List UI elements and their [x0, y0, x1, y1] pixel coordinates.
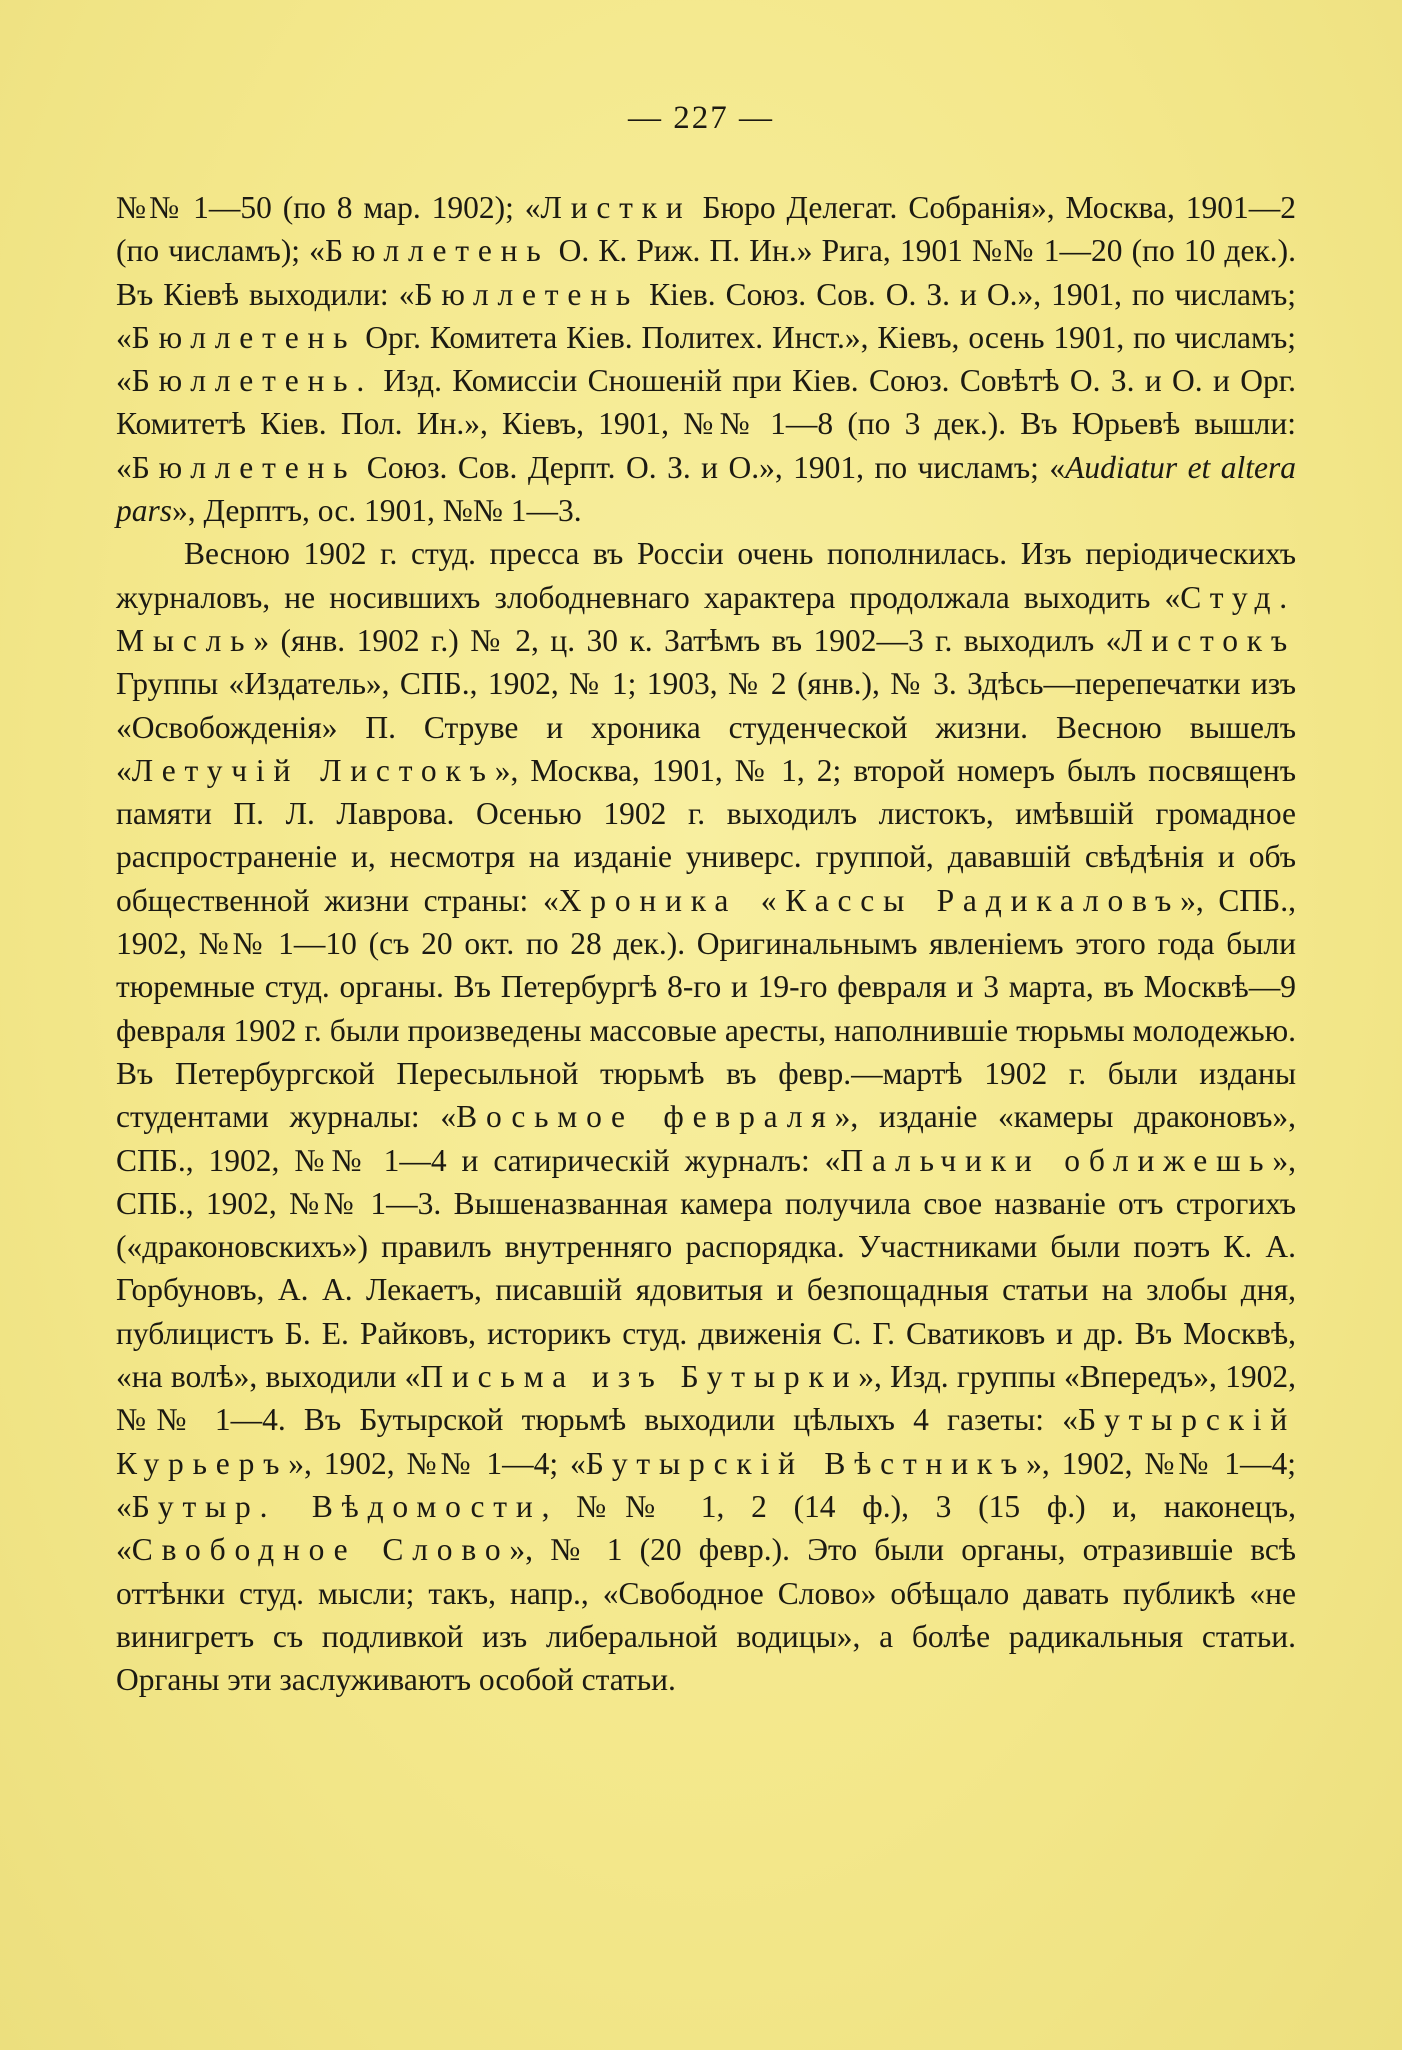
- text-run: », СПБ., 1902, №№ 1—3. Вышеназванная камера получила свое названіе отъ строгихъ («драконовскихъ») правилъ внутренняго распорядка. Участниками были поэтъ К. А. Горбуновъ, А. А. Лекаетъ, писавшій ядовитыя и безпощадныя статьи на злобы дня, публицистъ Б. Е. Райковъ, историкъ студ. движенія С. Г. Сватиковъ и др. Въ Москвѣ, «на волѣ», выходили «: [116, 1142, 1296, 1395]
- title-listki: Листки: [540, 190, 692, 225]
- title-khronika: Хроника «Кассы Радикаловъ: [558, 882, 1181, 918]
- title-listok: Листокъ: [1121, 622, 1296, 658]
- text-run: №№ 1—50 (по 8 мар. 1902); «: [116, 190, 541, 225]
- title-byulleten: Бюллетень: [131, 319, 357, 355]
- title-butyrskiy-kurier: Бутырскій Курьеръ: [116, 1402, 1296, 1481]
- text-run: », 1902, №№ 1—4; «: [116, 1445, 1296, 1524]
- title-byulleten: Бюллетень: [131, 449, 357, 485]
- text-run: », изданіе «камеры драконовъ», СПБ., 1902, №№ 1—4 и сатирическій журналъ: «: [116, 1099, 1296, 1178]
- paragraph-bibliography-continued: [116, 186, 1296, 532]
- title-pisma-iz-butyrki: Письма изъ Бутырки: [420, 1359, 859, 1395]
- title-svobodnoe-slovo: Свободное Слово: [131, 1532, 510, 1568]
- text-run: Группы «Издатель», СПБ., 1902, № 1; 1903, № 2 (янв.), № 3. Здѣсь—перепечатки изъ «Освобожденія» П. Струве и хроника студенческой жизни. Весною вышелъ «: [116, 666, 1296, 788]
- title-byulleten: Бюллетень: [414, 276, 640, 312]
- text-run: Бюро Делегат. Собранія», Москва, 1901—2 (по числамъ); «: [116, 190, 1296, 269]
- text-run: Союз. Сов. Дерпт. О. З. и О.», 1901, по числамъ; «: [356, 449, 1066, 485]
- text-run: Весною 1902 г. студ. пресса въ Россіи очень пополнилась. Изъ періодическихъ журналовъ, не носившихъ злободневнаго характера продолжала выходить «: [116, 536, 1296, 615]
- text-run: », Изд. группы «Впередъ», 1902, №№ 1—4. Въ Бутырской тюрьмѣ выходили цѣлыхъ 4 газеты: «: [116, 1359, 1297, 1438]
- text-run: », СПБ., 1902, №№ 1—10 (съ 20 окт. по 28 дек.). Оригинальнымъ явленіемъ этого года были тюремные студ. органы. Въ Петербургѣ 8-го и 19-го февраля и 3 марта, въ Москвѣ—9 февраля 1902 г. были произведены массовые аресты, наполнившіе тюрьмы молодежью. Въ Петербургской Пересыльной тюрьмѣ въ февр.—мартѣ 1902 г. были изданы студентами журналы: «: [116, 882, 1297, 1135]
- text-run: » (янв. 1902 г.) № 2, ц. 30 к. Затѣмъ въ 1902—3 г. выходилъ «: [253, 622, 1122, 658]
- title-letuchiy-listok: Летучій Листокъ: [131, 752, 495, 788]
- body-text: [116, 186, 1296, 1701]
- title-stud-mysl: Студ. Мысль: [116, 579, 1296, 658]
- text-run: », 1902, №№ 1—4; «: [288, 1445, 586, 1481]
- text-run: », Москва, 1901, № 1, 2; второй номеръ былъ посвященъ памяти П. Л. Лаврова. Осенью 1902 г. выходилъ листокъ, имѣвшій громадное распространеніе и, несмотря на изданіе универс. группой, дававшій свѣдѣнія и объ общественной жизни страны: «: [116, 752, 1296, 918]
- title-butyrskiy-vestnik: Бутырскій Вѣстникъ: [585, 1445, 1027, 1481]
- text-run: Изд. Комиссіи Сношеній при Кіев. Союз. Совѣтѣ О. З. и О. и Орг. Комитетѣ Кіев. Пол. Ин.», Кіевъ, 1901, №№ 1—8 (по 3 дек.). Въ Юрьевѣ вышли: «: [116, 363, 1296, 485]
- text-run: , №№ 1, 2 (14 ф.), 3 (15 ф.) и, наконецъ, «: [116, 1488, 1296, 1568]
- title-byulleten: Бюллетень.: [131, 363, 374, 399]
- text-run: », № 1 (20 февр.). Это были органы, отразившіе всѣ оттѣнки студ. мысли; такъ, напр., «Свободное Слово» обѣщало давать публикѣ «не винигретъ съ подливкой изъ либеральной водицы», а болѣе радикальныя статьи. Органы эти заслуживаютъ особой статьи.: [116, 1532, 1296, 1698]
- title-vosmoe-fevralya: Восьмое февраля: [456, 1099, 835, 1135]
- title-palchiki: Пальчики оближешь: [840, 1142, 1273, 1178]
- paragraph-student-press-1902: [116, 532, 1296, 1701]
- text-run: Кіев. Союз. Сов. О. З. и О.», 1901, по числамъ; «: [116, 276, 1296, 355]
- title-audiatur: Audiatur et altera pars: [116, 449, 1297, 529]
- text-run: Орг. Комитета Кіев. Политех. Инст.», Кіевъ, осень 1901, по числамъ; «: [116, 319, 1296, 399]
- text-run: О. К. Риж. П. Ин.» Рига, 1901 №№ 1—20 (по 10 дек.). Въ Кіевѣ выходили: «: [116, 233, 1296, 312]
- title-byulleten: Бюллетень: [324, 233, 550, 269]
- page-number: — 227 —: [628, 100, 774, 136]
- text-run: », Дерптъ, ос. 1901, №№ 1—3.: [172, 493, 582, 529]
- title-butyr-vedomosti: Бутыр. Вѣдомости: [131, 1488, 542, 1524]
